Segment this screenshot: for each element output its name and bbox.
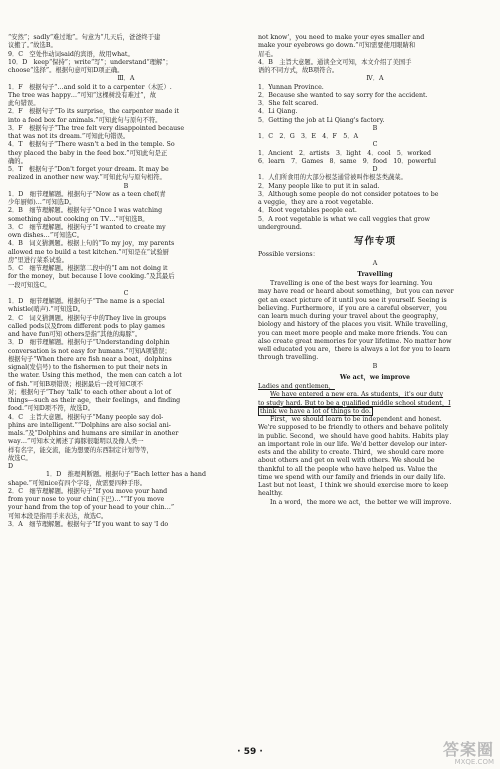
answer-item: underground.	[258, 223, 302, 231]
answer-item: 3．Although some people do not consider potatoes to be	[258, 190, 439, 198]
essay-line: In a word，the more we act，the better we will improve.	[270, 498, 452, 506]
essay-greeting: Ladies and gentlemen，	[258, 383, 335, 390]
text-line: of fish.”可知B项错误；根据最后一段可知C项不	[8, 380, 144, 388]
text-line: for the money，but because I love cooking.”及其最后	[8, 273, 175, 281]
text-line: realized in another new way.”可知此句与原句相符。	[8, 174, 166, 182]
text-line: whistle(哨声).”可知选D。	[8, 306, 84, 314]
text-line: your hand from the top of your head to your chin…”	[8, 504, 175, 512]
answer-row: 1．Ancient 2．artists 3．light 4．cool 5．worked	[258, 149, 431, 157]
section-header-IV-D: D	[372, 166, 378, 173]
essay-line: First，we should learn to be independent and honest.	[270, 416, 442, 423]
essay-underlined-line: to study hard. But to be a qualified middle school student，I	[258, 399, 451, 407]
text-line: called pods以及from different pods to play games	[8, 322, 165, 330]
text-line: 议搬了。”故选B。	[8, 42, 57, 50]
text-line: shape.”可知nice有四个字母，故需要四种手形。	[8, 479, 147, 487]
answer-row: 1．C 2．G 3．E 4．F 5．A	[258, 133, 359, 140]
watermark-logo	[420, 741, 494, 767]
text-line: D	[8, 463, 14, 470]
section-header-B: B	[123, 182, 129, 190]
watermark-text: 答案圈	[442, 740, 494, 759]
essay-line: well educated you are，there is always a lot for you to learn	[258, 346, 451, 353]
text-line: phins are intelligent.”“Dolphins are also social ani-	[8, 421, 171, 429]
essay-line: through travelling.	[258, 354, 319, 362]
text-line: 2．B 细节理解题。根据句子“Once I was watching	[8, 207, 163, 215]
essay-boxed-line: think we have a lot of things to do.	[260, 407, 371, 415]
writing-section-title: 写作专项	[353, 236, 396, 247]
answer-item: 2．Many people like to put it in salad.	[258, 182, 380, 190]
text-line: The tree was happy…”可知“这棵树没有难过”，故	[8, 91, 157, 99]
text-line: 10．D keep“保持”；write“写”；understand“理解”；	[8, 58, 172, 66]
text-line: 1．D 细节理解题。根据句子“The name is a special	[8, 298, 165, 305]
answer-row: 6．learn 7．Games 8．same 9．food 10．powerful	[258, 157, 436, 165]
text-line: 5．C 细节理解题。根据第二段中的“I am not doing it	[8, 265, 168, 272]
text-line: 眉毛。	[258, 50, 277, 58]
text-line: 此句错误。	[8, 100, 40, 107]
text-line: 3．A 细节理解题。根据句子“If you want to say 'I do	[8, 520, 169, 528]
text-line: food.”可知D项不符，故选D。	[8, 405, 94, 413]
left-column	[8, 34, 244, 529]
text-line: and have fun可知 others是指“其他的海豚”。	[8, 331, 142, 338]
answer-item: 1．人们所食用的大部分根茎通常被叫作根茎类蔬菜。	[258, 174, 407, 182]
text-line: 4．B 主旨大意题。通读全文可知，本文介绍了美国手	[258, 58, 412, 66]
section-header-D: 1．D 推理判断题。根据句子“Each letter has a hand	[45, 471, 206, 479]
text-line: 5．T 根据句子“Don't forget your dream. It may be	[8, 166, 169, 173]
text-line: not know'，you need to make your eyes smaller and	[258, 34, 425, 41]
text-line: from your nose to your chin(下巴)…”“If you move	[8, 496, 165, 503]
essay-b-title: We act，we improve	[339, 373, 411, 381]
essay-line: biology and history of the places you visit. While travelling，	[258, 321, 453, 329]
text-line: 少年厨师)…”可知选D。	[8, 199, 76, 206]
text-line: 房”里进行菜系试验。	[8, 256, 68, 264]
section-header-IV-B: B	[372, 124, 378, 132]
answer-item: 5．A root vegetable is what we call veggies that grow	[258, 215, 430, 223]
text-line: they placed the baby in the feed box.”可知此句是正	[8, 149, 168, 157]
essay-line: you can meet more people and make more friends. You can	[258, 329, 448, 337]
text-line: make your eyebrows go down.”可知需要使用眼睛和	[258, 42, 416, 50]
text-line: mals.”及“Dolphins and humans are similar in another	[8, 430, 179, 437]
text-line: 故选C。	[8, 454, 32, 462]
text-line: 4．T 根据句子“There wasn't a bed in the temple. So	[8, 141, 175, 149]
essay-a-title: Travelling	[357, 270, 393, 278]
text-line: 根据句子“When there are fish near a boat，dolphins	[8, 355, 172, 363]
essay-boxed-line-wrap	[258, 408, 492, 416]
answer-item: 4．Li Qiang.	[258, 108, 298, 116]
text-line: 一段可知选C。	[8, 281, 51, 289]
text-line: way…”可知本文阐述了海豚很聪明以及像人类一	[8, 438, 144, 446]
text-line: 1．F 根据句子“…and sold it to a carpenter（木匠）.	[8, 83, 172, 91]
essay-line: in public. Second，we should have good habits. Habits play	[258, 432, 449, 440]
answer-item: 5．Getting the job at Li Qiang's factory.	[258, 116, 385, 124]
essay-line: ests and the ability to create. Third，we should care more	[258, 449, 444, 456]
essay-line: about others and get on well with others. We should be	[258, 457, 435, 465]
page-number: · 59 ·	[237, 747, 263, 757]
text-line: signal(发信号) to the fishermen to put their nets in	[8, 364, 168, 371]
essay-line: We're supposed to be friendly to others and behave politely	[258, 424, 449, 432]
text-line: 2．C 细节理解题。根据句子“If you move your hand	[8, 487, 168, 495]
text-line: 对；根据句子“They 'talk' to each other about a lot of	[8, 388, 171, 396]
essay-line: time we spend with our family and friends in our daily life.	[258, 473, 446, 481]
text-line: 2．F 根据句子“To its surprise，the carpenter made it	[8, 108, 179, 116]
text-line: into a feed box for animals.”可知此句与原句不符。	[8, 116, 162, 124]
answer-item: a veggie，they are a root vegetable.	[258, 199, 374, 206]
writing-intro: Possible versions：	[258, 251, 319, 259]
answer-item: 1．Yunnan Province.	[258, 83, 324, 91]
essay-line: also create great memories for your lifetime. No matter how	[258, 337, 452, 345]
essay-line: an important role in our life. We'd better develop our inter-	[258, 440, 448, 448]
text-line: 语的不同方式，故B项符合。	[258, 67, 339, 74]
text-line: the water. Using this method，the men can catch a lot	[8, 372, 182, 380]
text-line: allowed me to build a test kitchen.”可知是在“试验厨	[8, 248, 169, 256]
essay-line: can learn much during your travel about the geography，	[258, 313, 443, 320]
section-header-IV-A: Ⅳ．A	[366, 75, 384, 83]
text-line: 1．D 细节理解题。根据句子“Now as a teen chef(青	[8, 190, 166, 198]
text-line: 3．C 细节理解题。根据句子“I wanted to create my	[8, 223, 166, 231]
section-header-III-A: Ⅲ．A	[117, 75, 135, 83]
essay-line: may have read or heard about something，but you can never	[258, 288, 454, 296]
text-line: “安然”；sadly“难过地”。句意为“几天后，爸爸终于建	[8, 34, 161, 41]
essay-line: Travelling is one of the best ways for learning. You	[270, 280, 433, 287]
essay-a-label: A	[372, 259, 378, 267]
answer-item: 2．Because she wanted to say sorry for the accident.	[258, 91, 428, 99]
section-header-IV-C: C	[372, 141, 378, 149]
text-line: choose“选择”。根据句意可知D项正确。	[8, 67, 124, 74]
text-line: things—such as their age，their feelings，and finding	[8, 397, 181, 404]
essay-underlined-line: We have entered a new era. As students，it's our duty	[270, 391, 444, 399]
essay-b-label: B	[372, 362, 378, 370]
essay-line: thankful to all the people who have helped us. Value the	[258, 465, 438, 473]
text-line: something about cooking on TV…”可知选B。	[8, 215, 149, 223]
text-line: conversation is not easy for humans.”可知A项错误；	[8, 347, 171, 355]
text-line: 可知本段是指用手来表达，故选C。	[8, 512, 108, 520]
text-line: 3．F 根据句子“The tree felt very disappointed because	[8, 124, 185, 132]
answer-item: 3．She felt scared.	[258, 100, 319, 107]
text-line: that was not its dream.”可知此句错误。	[8, 133, 130, 140]
answer-item: 4．Root vegetables people eat.	[258, 207, 357, 215]
text-line: 9．C 空处作动词said的宾语，故用what。	[8, 50, 134, 58]
watermark-url: MXQE.COM	[454, 758, 494, 766]
text-line: 确的。	[8, 157, 27, 165]
text-line: 2．C 词义猜测题。根据句子中的They live in groups	[8, 314, 167, 322]
text-line: 4．C 主旨大意题。根据句子“Many people say dol-	[8, 413, 164, 421]
text-line: own dishes…”可知选C。	[8, 232, 84, 239]
essay-line: healthy.	[258, 490, 283, 498]
essay-line: Last but not least，I think we should exercise more to keep	[258, 482, 449, 489]
section-header-C: C	[123, 289, 129, 297]
right-column	[258, 34, 492, 507]
essay-line: get an exact picture of it until you see it yourself. Seeing is	[258, 296, 447, 304]
essay-line: believing. Furthermore，if you are a careful observer，you	[258, 304, 447, 312]
text-line: 4．B 词义猜测题。根据上句的“To my joy，my parents	[8, 240, 175, 248]
text-line: 样有名字，能交流，能为想要的东西制定计划等等，	[8, 446, 153, 454]
text-line: 3．D 细节理解题。根据句子“Understanding dolphin	[8, 339, 170, 347]
